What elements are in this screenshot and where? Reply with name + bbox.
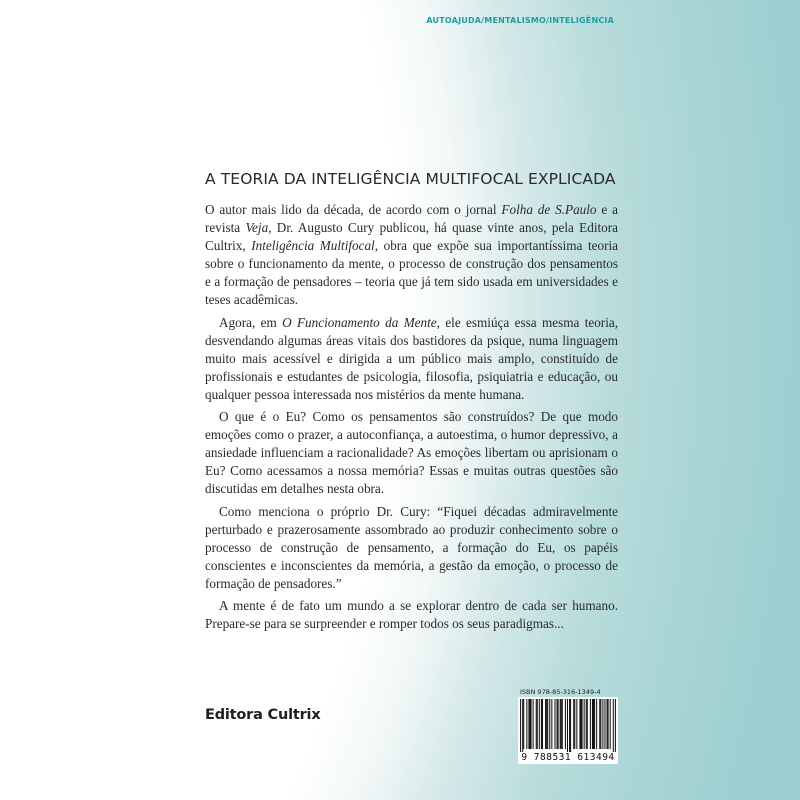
barcode-bar <box>529 699 530 749</box>
paragraph-3: O que é o Eu? Como os pensamentos são construídos? De que modo emoções como o prazer, a autoconfiança, a autoestima, o humor depressivo, a ansiedade influenciam a racionalidade? As emoções libertam ou aprisionam o Eu? Como acessamos a nossa memória? Essas e muitas outras questões são discutidas em detalhes nesta obra. <box>205 409 618 497</box>
barcode-bar <box>570 699 571 753</box>
barcode-bar <box>594 699 595 749</box>
barcode-bar <box>549 699 550 749</box>
barcode-bar <box>610 699 611 749</box>
barcode-bar <box>526 699 527 749</box>
barcode-bar <box>592 699 593 749</box>
barcode-bar <box>531 699 532 749</box>
barcode-bar <box>533 699 534 749</box>
barcode-bar <box>593 699 594 749</box>
barcode-bar <box>569 699 570 753</box>
barcode-bar <box>547 699 548 749</box>
barcode-bar <box>562 699 563 749</box>
isbn-label: ISBN 978-85-316-1349-4 <box>520 688 601 696</box>
barcode-bar <box>604 699 605 749</box>
barcode-number: 9 788531 613494 <box>518 752 618 764</box>
paragraph-1-text-e: , Dr. Augusto Cury publicou, há quase vinte anos, pela Editora Cultrix, <box>205 220 618 254</box>
barcode-bar <box>582 699 583 749</box>
barcode-image <box>518 697 618 753</box>
barcode-bar <box>557 699 558 749</box>
barcode-bar <box>541 699 542 749</box>
book-title-funcionamento: O Funcionamento da Mente <box>282 314 437 330</box>
barcode-bar <box>574 699 575 749</box>
barcode-bar <box>573 699 574 749</box>
barcode-bar <box>576 699 577 749</box>
barcode-bar <box>567 699 568 753</box>
barcode-bar <box>596 699 597 749</box>
barcode-bar <box>554 699 555 749</box>
barcode-bar <box>537 699 538 749</box>
paragraph-4: Como menciona o próprio Dr. Cury: “Fiquei décadas admiravelmente perturbado e prazerosamente assombrado ao produzir conhecimento sobre o processo de construção de pensamento, a formação do Eu, os papéis conscientes e inconscientes da memória, a gestão da emoção, o processo de formação de pensadores.” <box>205 503 618 591</box>
barcode-bar <box>584 699 585 749</box>
barcode-bar <box>602 699 603 749</box>
paragraph-1 <box>205 201 618 310</box>
barcode-bar <box>608 699 609 749</box>
barcode-bar <box>536 699 537 749</box>
paragraph-2-text-a: Agora, em <box>219 314 283 330</box>
barcode-bar <box>546 699 547 749</box>
barcode-bar <box>542 699 543 749</box>
barcode-bar <box>528 699 529 749</box>
barcode-bar <box>520 699 521 753</box>
barcode-bar <box>522 699 523 753</box>
barcode-bar <box>615 699 616 753</box>
barcode-bar <box>600 699 601 749</box>
paragraph-1-text-c: e a revista <box>205 202 618 236</box>
paragraph-1-text-g: , obra que expõe sua importantíssima teoria sobre o funcionamento da mente, o processo de construção dos pensamentos e a formação de pensadores – teoria que já tem sido usada em universidades e teses acadêmicas. <box>205 238 618 308</box>
book-title-multifocal: Inteligência Multifocal <box>251 238 375 254</box>
paragraph-1-text-a: O autor mais lido da década, de acordo com o jornal <box>205 202 502 217</box>
barcode-bar <box>586 699 587 749</box>
barcode-bar <box>599 699 600 749</box>
paragraph-2-text-c: , ele esmiúça essa mesma teoria, desvendando algumas áreas vitais dos bastidores da psique, numa linguagem muito mais acessível e dirigida a um público mais amplo, constituído de profissionais e estudantes de psicologia, filosofia, psiquiatria e educação, ou qualquer pessoa interessada nos mistérios da mente humana. <box>205 314 619 402</box>
page-title: A TEORIA DA INTELIGÊNCIA MULTIFOCAL EXPLICADA <box>205 170 616 188</box>
newspaper-title: Folha de S.Paulo <box>501 202 597 217</box>
barcode-bar <box>523 699 524 749</box>
synopsis <box>205 201 618 637</box>
barcode-bar <box>590 699 591 749</box>
barcode-bar <box>587 699 588 749</box>
barcode-bar <box>607 699 608 749</box>
barcode-bar <box>581 699 582 749</box>
barcode-bar <box>539 699 540 749</box>
publisher-name: Editora Cultrix <box>205 707 321 723</box>
barcode-bar <box>613 699 614 753</box>
barcode <box>518 697 618 753</box>
barcode-bar <box>560 699 561 749</box>
paragraph-2 <box>205 314 618 404</box>
barcode-bar <box>558 699 559 749</box>
barcode-bar <box>551 699 552 749</box>
magazine-title: Veja <box>245 220 269 236</box>
barcode-bar <box>545 699 546 749</box>
paragraph-5: A mente é de fato um mundo a se explorar dentro de cada ser humano. Prepare-se para se surpreender e romper todos os seus paradigmas... <box>205 597 618 632</box>
barcode-bar <box>565 699 566 749</box>
barcode-bar <box>561 699 562 749</box>
category-label: AUTOAJUDA/MENTALISMO/INTELIGÊNCIA <box>426 16 614 25</box>
barcode-bar <box>579 699 580 749</box>
